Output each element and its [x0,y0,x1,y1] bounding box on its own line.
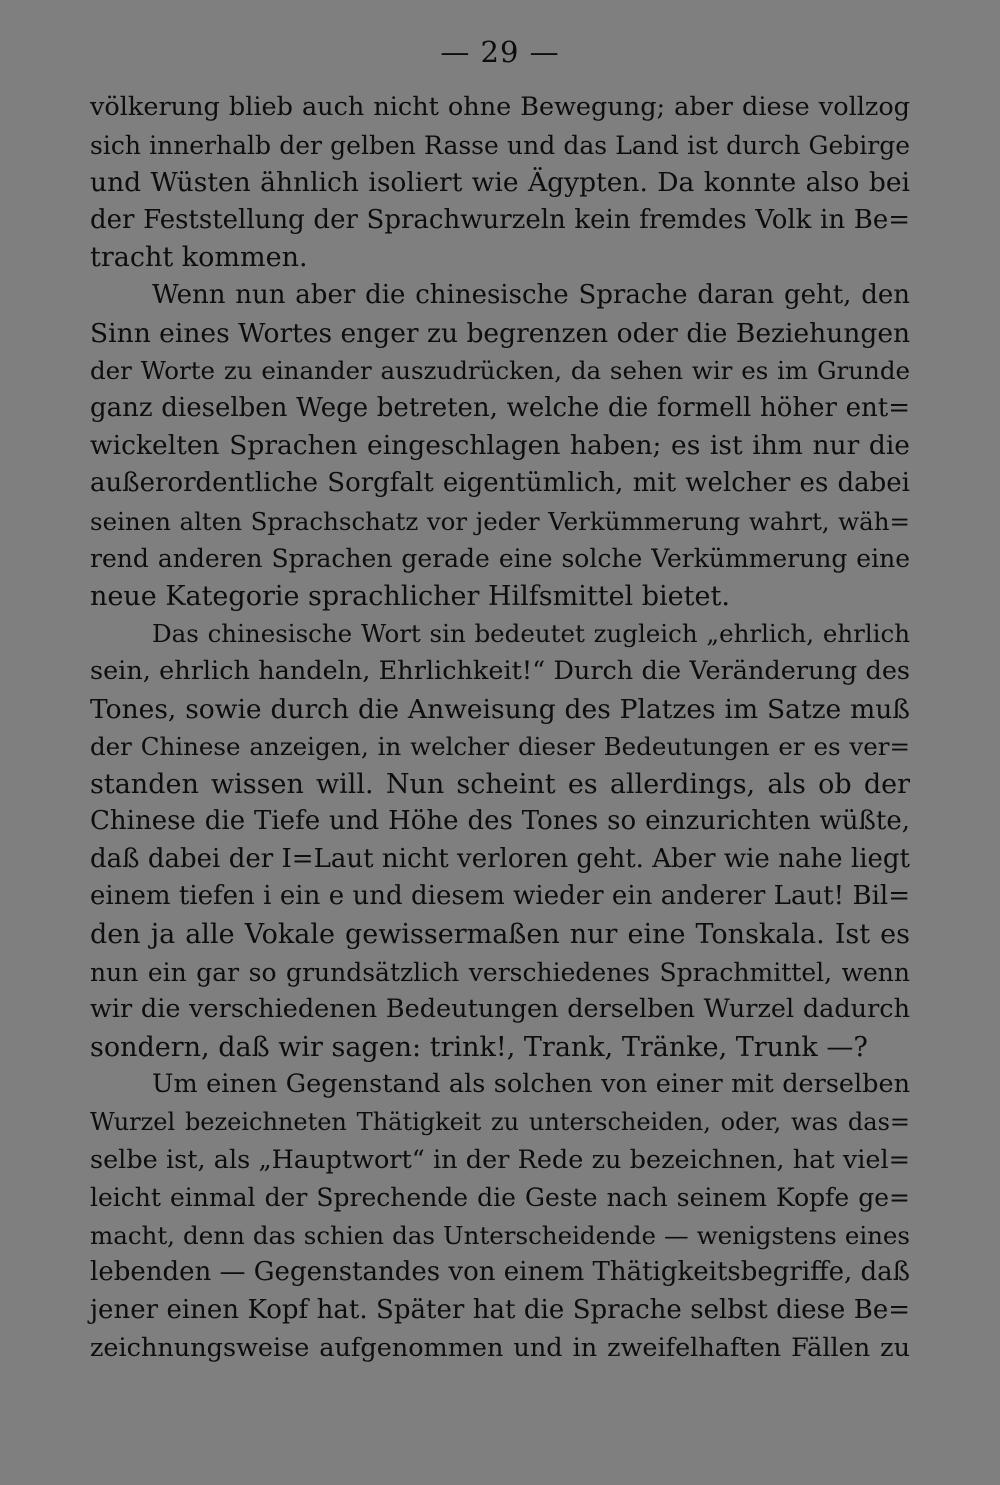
body-text [90,89,910,1367]
text-line: ganz dieselben Wege betreten, welche die formell höher ent= [90,392,910,423]
text-line: Wurzel bezeichneten Thätigkeit zu unterscheiden, oder, was das= [90,1108,910,1137]
page-number: — 29 — [440,35,560,69]
text-line: Wenn nun aber die chinesische Sprache daran geht, den [152,279,910,310]
text-line: lebenden — Gegenstandes von einem Thätigkeitsbegriffe, daß [90,1257,911,1288]
text-line: wickelten Sprachen eingeschlagen haben; es ist ihm nur die [90,430,910,462]
text-line: völkerung blieb auch nicht ohne Bewegung; aber diese vollzog [90,92,910,122]
text-line: der Chinese anzeigen, in welcher dieser Bedeutungen er es ver= [90,732,910,762]
text-line: rend anderen Sprachen gerade eine solche Verkümmerung eine [90,544,910,574]
text-line: seinen alten Sprachschatz vor jeder Verkümmerung wahrt, wäh= [90,506,910,536]
text-line: der Worte zu einander auszudrücken, da sehen wir es im Grunde [90,356,910,386]
text-line: sich innerhalb der gelben Rasse und das Land ist durch Gebirge [90,130,910,160]
text-line: den ja alle Vokale gewissermaßen nur eine Tonskala. Ist es [90,919,910,951]
text-line: selbe ist, als „Hauptwort“ in der Rede zu bezeichnen, hat viel= [90,1144,910,1175]
text-line: leicht einmal der Sprechende die Geste nach seinem Kopfe ge= [90,1183,910,1213]
text-line: sondern, daß wir sagen: trink!, Trank, Tränke, Trunk —? [90,1031,868,1063]
text-line: sein, ehrlich handeln, Ehrlichkeit!“ Durch die Veränderung des [90,655,910,686]
text-line: jener einen Kopf hat. Später hat die Sprache selbst diese Be= [90,1295,910,1325]
text-line: Um einen Gegenstand als solchen von einer mit derselben [152,1069,910,1100]
text-line: außerordentliche Sorgfalt eigentümlich, mit welcher es dabei [90,467,910,498]
text-line: der Feststellung der Sprachwurzeln kein fremdes Volk in Be= [90,204,910,235]
text-line: Das chinesische Wort sin bedeutet zugleich „ehrlich, ehrlich [152,619,910,649]
text-line: standen wissen will. Nun scheint es allerdings, als ob der [90,768,910,800]
text-line: und Wüsten ähnlich isoliert wie Ägypten. Da konnte also bei [90,167,910,199]
text-line: neue Kategorie sprachlicher Hilfsmittel bietet. [90,580,730,612]
text-line: Chinese die Tiefe und Höhe des Tones so einzurichten wüßte, [90,806,910,837]
text-line: zeichnungsweise aufgenommen und in zweifelhaften Fällen zu [90,1332,910,1363]
text-line: Sinn eines Wortes enger zu begrenzen oder die Beziehungen [90,317,911,349]
text-line: einem tiefen i ein e und diesem wieder ein anderer Laut! Bil= [90,881,910,912]
text-line: macht, denn das schien das Unterscheidende — wenigstens eines [90,1220,910,1250]
text-line: nun ein gar so grundsätzlich verschiedenes Sprachmittel, wenn [90,957,910,987]
text-line: tracht kommen. [90,242,308,274]
text-line: daß dabei der I=Laut nicht verloren geht. Aber wie nahe liegt [90,843,910,874]
text-line: wir die verschiedenen Bedeutungen derselben Wurzel dadurch [90,994,910,1025]
text-line: Tones, sowie durch die Anweisung des Platzes im Satze muß [90,693,910,725]
